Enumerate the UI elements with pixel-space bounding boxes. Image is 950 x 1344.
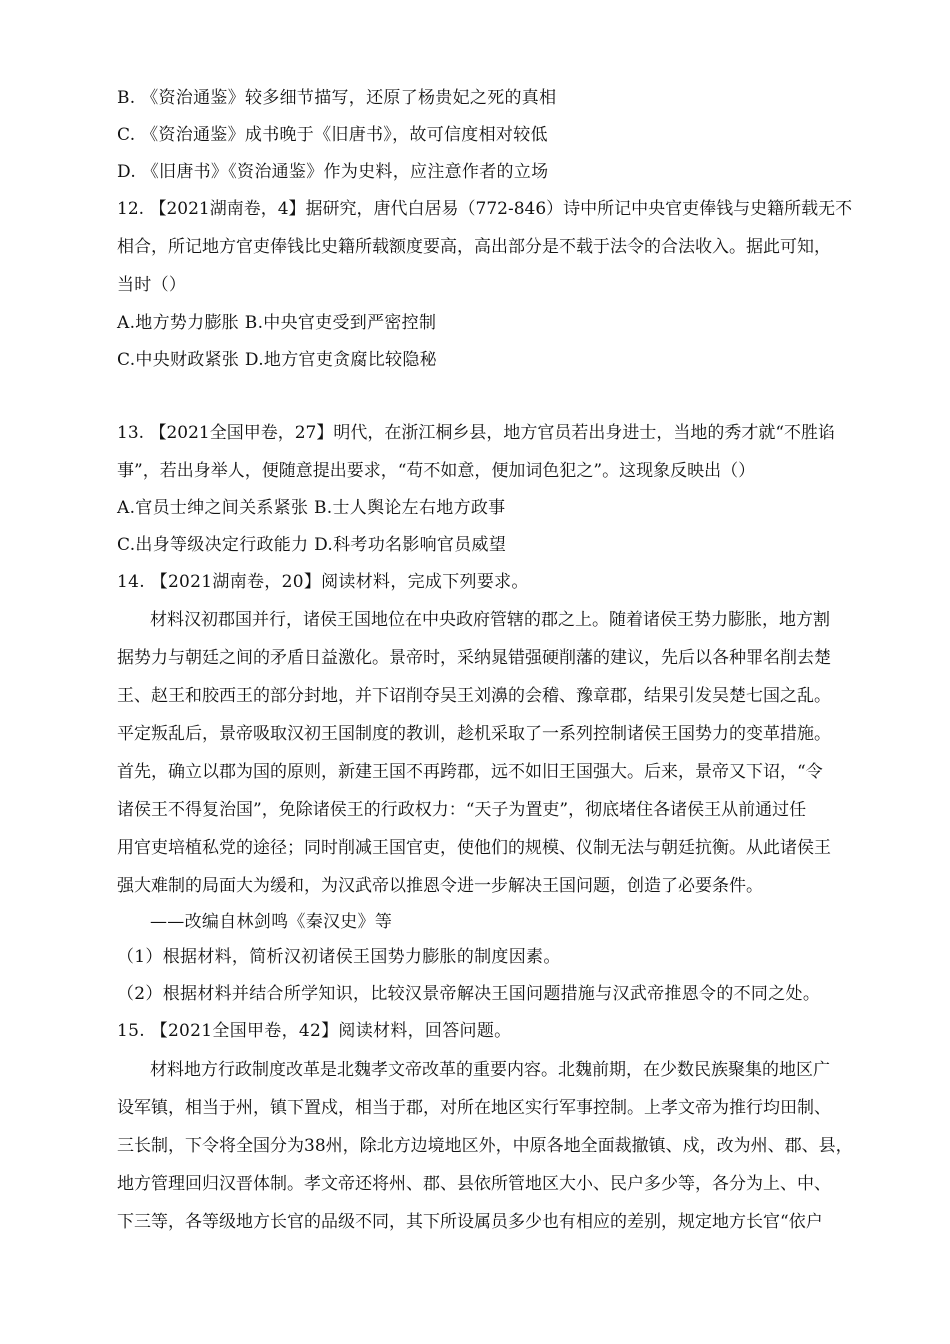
- q13-options-line-2: C.出身等级决定行政能力 D.科考功名影响官员威望: [117, 535, 507, 555]
- q12-stem-line-1: 12. 【2021湖南卷，4】据研究，唐代白居易（772-846）诗中所记中央官吏俸钱与史籍所载无不: [117, 199, 853, 219]
- q15-material-line-5: 下三等，各等级地方长官的品级不同，其下所设属员多少也有相应的差别，规定地方长官“依户: [117, 1212, 823, 1232]
- q14-header: 14. 【2021湖南卷，20】阅读材料，完成下列要求。: [117, 572, 529, 592]
- q14-source: ——改编自林剑鸣《秦汉史》等: [150, 912, 393, 932]
- q15-material-line-3: 三长制，下令将全国分为38州，除北方边境地区外，中原各地全面裁撤镇、戍，改为州、郡、县，: [117, 1136, 853, 1156]
- q14-material-line-8: 强大难制的局面大为缓和，为汉武帝以推恩令进一步解决王国问题，创造了必要条件。: [117, 876, 763, 896]
- q12-options-line-1: A.地方势力膨胀 B.中央官吏受到严密控制: [117, 313, 437, 333]
- q12-stem-line-3: 当时（）: [117, 275, 187, 295]
- q14-material-line-6: 诸侯王不得复治国”，免除诸侯王的行政权力：“天子为置吏”，彻底堵住各诸侯王从前通过任: [117, 800, 807, 820]
- q12-options-line-2: C.中央财政紧张 D.地方官吏贪腐比较隐秘: [117, 350, 437, 370]
- q11-option-b: B. 《资治通鉴》较多细节描写，还原了杨贵妃之死的真相: [117, 88, 557, 108]
- q11-option-d: D. 《旧唐书》《资治通鉴》作为史料，应注意作者的立场: [117, 162, 549, 182]
- q13-stem-line-1: 13. 【2021全国甲卷，27】明代，在浙江桐乡县，地方官员若出身进士，当地的秀才就“不胜谄: [117, 423, 836, 443]
- q15-material-line-4: 地方管理回归汉晋体制。孝文帝还将州、郡、县依所管地区大小、民户多少等，各分为上、中、: [117, 1174, 831, 1194]
- q14-material-line-3: 王、赵王和胶西王的部分封地，并下诏削夺吴王刘濞的会稽、豫章郡，结果引发吴楚七国之乱。: [117, 686, 831, 706]
- q11-option-c: C. 《资治通鉴》成书晚于《旧唐书》，故可信度相对较低: [117, 125, 548, 145]
- q14-material-line-2: 据势力与朝廷之间的矛盾日益激化。景帝时，采纳晁错强硬削藩的建议，先后以各种罪名削去楚: [117, 648, 831, 668]
- q14-material-line-7: 用官吏培植私党的途径；同时削减王国官吏，使他们的规模、仪制无法与朝廷抗衡。从此诸侯王: [117, 838, 831, 858]
- q14-subquestion-1: （1）根据材料，简析汉初诸侯王国势力膨胀的制度因素。: [117, 947, 561, 967]
- q14-material-line-5: 首先，确立以郡为国的原则，新建王国不再跨郡，远不如旧王国强大。后来，景帝又下诏，“令: [117, 762, 823, 782]
- q15-header: 15. 【2021全国甲卷，42】阅读材料，回答问题。: [117, 1021, 512, 1041]
- q13-options-line-1: A.官员士绅之间关系紧张 B.士人舆论左右地方政事: [117, 498, 506, 518]
- q13-stem-line-2: 事”，若出身举人，便随意提出要求，“苟不如意，便加词色犯之”。这现象反映出（）: [117, 461, 756, 481]
- q12-stem-line-2: 相合，所记地方官吏俸钱比史籍所载额度要高，高出部分是不载于法令的合法收入。据此可知，: [117, 237, 831, 257]
- q15-material-line-1: 材料地方行政制度改革是北魏孝文帝改革的重要内容。北魏前期，在少数民族聚集的地区广: [150, 1060, 830, 1080]
- q14-material-line-1: 材料汉初郡国并行，诸侯王国地位在中央政府管辖的郡之上。随着诸侯王势力膨胀，地方割: [150, 610, 830, 630]
- q15-material-line-2: 设军镇，相当于州，镇下置戍，相当于郡，对所在地区实行军事控制。上孝文帝为推行均田制、: [117, 1098, 831, 1118]
- q14-subquestion-2: （2）根据材料并结合所学知识，比较汉景帝解决王国问题措施与汉武帝推恩令的不同之处。: [117, 984, 821, 1004]
- q14-material-line-4: 平定叛乱后，景帝吸取汉初王国制度的教训，趁机采取了一系列控制诸侯王国势力的变革措施。: [117, 724, 831, 744]
